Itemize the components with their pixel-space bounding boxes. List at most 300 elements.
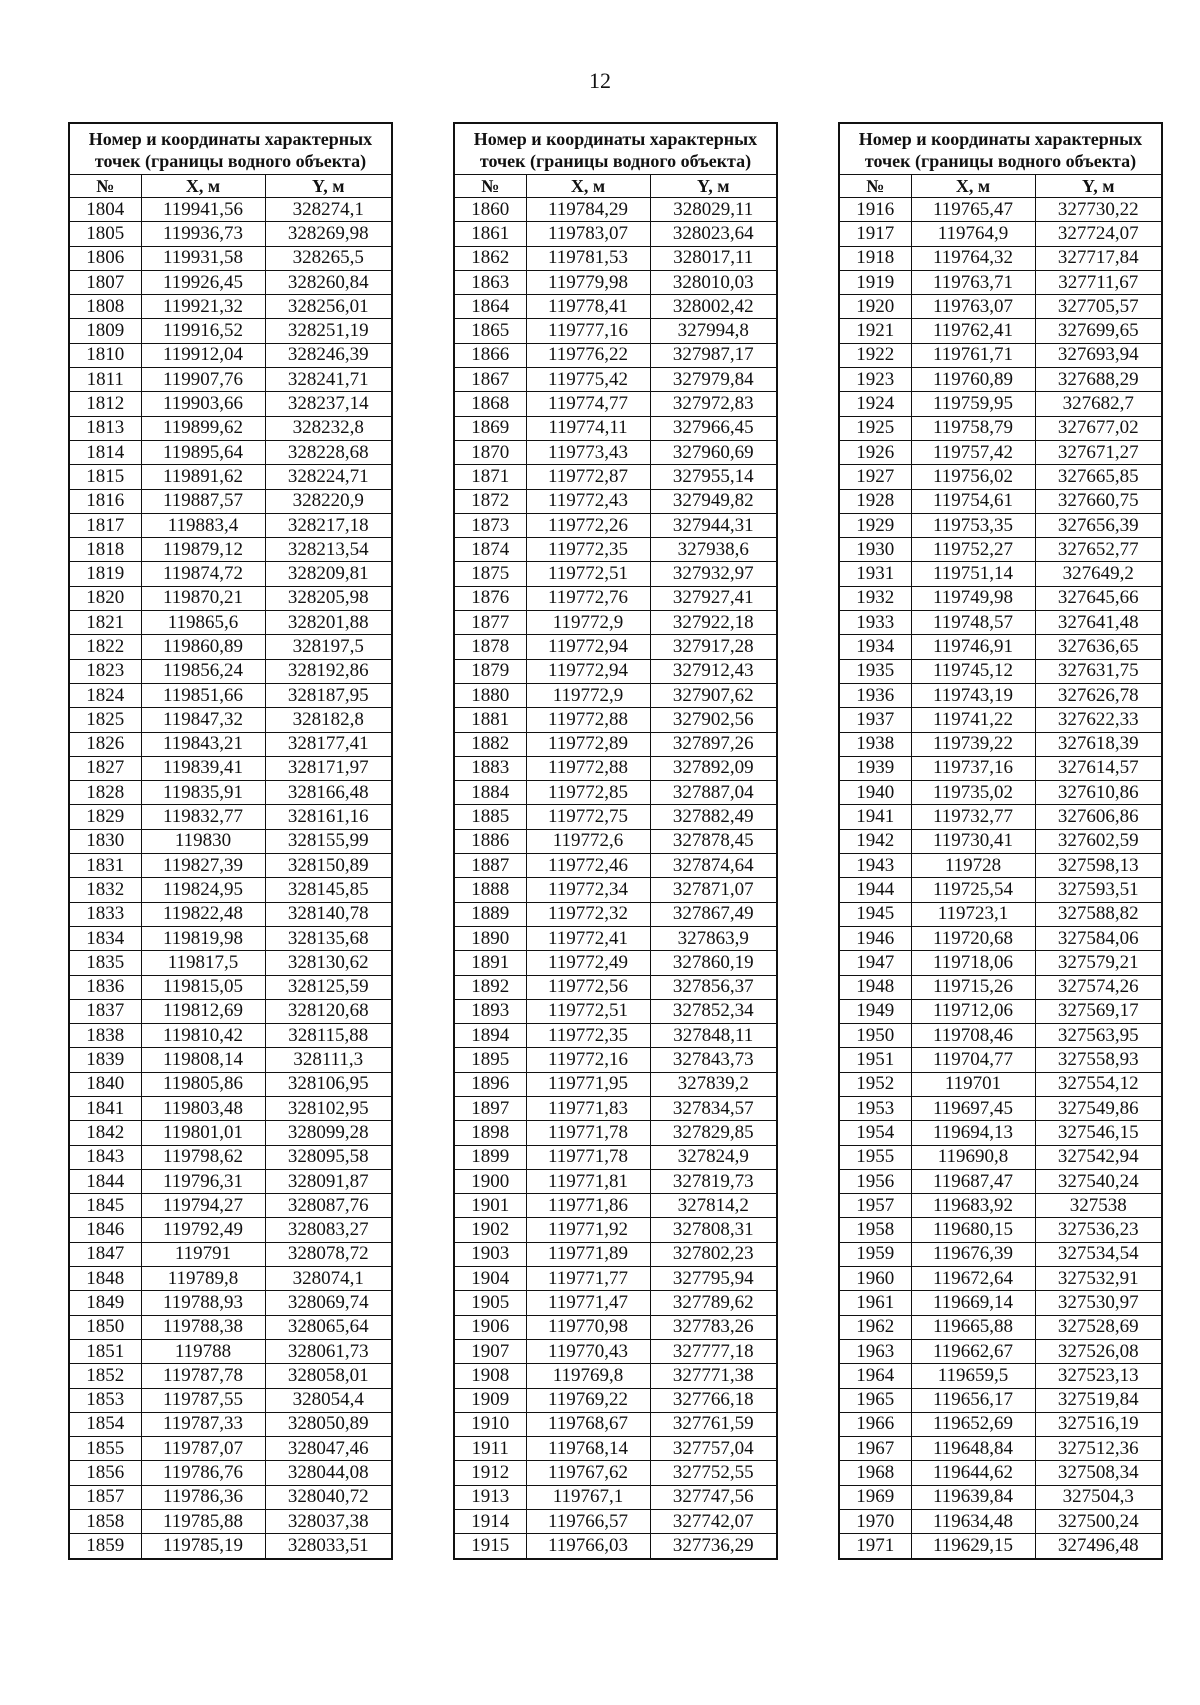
point-number-cell: 1961 <box>839 1291 911 1315</box>
table-row <box>69 1364 392 1388</box>
y-coordinate-cell: 327530,97 <box>1035 1291 1162 1315</box>
x-coordinate-cell: 119887,57 <box>141 489 265 513</box>
table-row <box>454 586 777 610</box>
x-coordinate-cell: 119772,34 <box>526 878 650 902</box>
table-row <box>454 878 777 902</box>
table-row <box>454 1364 777 1388</box>
point-number-cell: 1868 <box>454 392 526 416</box>
table-row <box>69 611 392 635</box>
x-coordinate-cell: 119769,8 <box>526 1364 650 1388</box>
point-number-cell: 1937 <box>839 708 911 732</box>
x-coordinate-cell: 119772,35 <box>526 1024 650 1048</box>
y-coordinate-cell: 328228,68 <box>265 440 392 464</box>
table-row <box>69 465 392 489</box>
table-row <box>839 1072 1162 1096</box>
y-coordinate-cell: 327622,33 <box>1035 708 1162 732</box>
x-coordinate-cell: 119907,76 <box>141 368 265 392</box>
x-coordinate-cell: 119786,76 <box>141 1461 265 1485</box>
y-coordinate-cell: 327693,94 <box>1035 343 1162 367</box>
x-coordinate-cell: 119701 <box>911 1072 1035 1096</box>
point-number-cell: 1896 <box>454 1072 526 1096</box>
x-coordinate-cell: 119883,4 <box>141 513 265 537</box>
y-coordinate-cell: 327542,94 <box>1035 1145 1162 1169</box>
point-number-cell: 1942 <box>839 829 911 853</box>
point-number-cell: 1915 <box>454 1534 526 1559</box>
y-coordinate-cell: 328182,8 <box>265 708 392 732</box>
x-coordinate-cell: 119772,46 <box>526 854 650 878</box>
point-number-cell: 1821 <box>69 611 141 635</box>
x-coordinate-cell: 119788 <box>141 1339 265 1363</box>
y-coordinate-cell: 327944,31 <box>650 513 777 537</box>
y-coordinate-cell: 327536,23 <box>1035 1218 1162 1242</box>
table-row <box>454 829 777 853</box>
point-number-cell: 1894 <box>454 1024 526 1048</box>
x-coordinate-cell: 119761,71 <box>911 343 1035 367</box>
table-row <box>69 781 392 805</box>
point-number-cell: 1903 <box>454 1242 526 1266</box>
x-coordinate-cell: 119771,78 <box>526 1145 650 1169</box>
table-row <box>454 1048 777 1072</box>
table-row <box>69 343 392 367</box>
point-number-cell: 1872 <box>454 489 526 513</box>
y-coordinate-cell: 327504,3 <box>1035 1485 1162 1509</box>
table-row <box>69 756 392 780</box>
table-body <box>69 198 392 1559</box>
y-coordinate-cell: 328058,01 <box>265 1364 392 1388</box>
x-coordinate-cell: 119891,62 <box>141 465 265 489</box>
x-coordinate-cell: 119931,58 <box>141 246 265 270</box>
y-coordinate-cell: 327742,07 <box>650 1510 777 1534</box>
x-coordinate-cell: 119648,84 <box>911 1437 1035 1461</box>
table-row <box>454 1510 777 1534</box>
x-coordinate-cell: 119772,56 <box>526 975 650 999</box>
table-row <box>454 368 777 392</box>
point-number-cell: 1918 <box>839 246 911 270</box>
point-number-cell: 1867 <box>454 368 526 392</box>
table-row <box>839 635 1162 659</box>
point-number-cell: 1846 <box>69 1218 141 1242</box>
coordinates-table-3 <box>838 122 1163 1560</box>
y-coordinate-cell: 328102,95 <box>265 1096 392 1120</box>
point-number-cell: 1859 <box>69 1534 141 1559</box>
x-coordinate-cell: 119771,83 <box>526 1096 650 1120</box>
table-row <box>839 708 1162 732</box>
y-coordinate-cell: 328150,89 <box>265 854 392 878</box>
x-coordinate-cell: 119704,77 <box>911 1048 1035 1072</box>
point-number-cell: 1823 <box>69 659 141 683</box>
point-number-cell: 1962 <box>839 1315 911 1339</box>
table-row <box>69 562 392 586</box>
x-coordinate-cell: 119694,13 <box>911 1121 1035 1145</box>
x-coordinate-cell: 119762,41 <box>911 319 1035 343</box>
y-coordinate-cell: 327682,7 <box>1035 392 1162 416</box>
point-number-cell: 1814 <box>69 440 141 464</box>
column-header-number: № <box>454 175 526 198</box>
point-number-cell: 1899 <box>454 1145 526 1169</box>
y-coordinate-cell: 327730,22 <box>1035 198 1162 222</box>
point-number-cell: 1964 <box>839 1364 911 1388</box>
y-coordinate-cell: 327834,57 <box>650 1096 777 1120</box>
y-coordinate-cell: 328274,1 <box>265 198 392 222</box>
y-coordinate-cell: 328087,76 <box>265 1194 392 1218</box>
x-coordinate-cell: 119773,43 <box>526 440 650 464</box>
table-row <box>839 854 1162 878</box>
y-coordinate-cell: 327771,38 <box>650 1364 777 1388</box>
point-number-cell: 1834 <box>69 926 141 950</box>
table-row <box>69 1145 392 1169</box>
y-coordinate-cell: 327994,8 <box>650 319 777 343</box>
x-coordinate-cell: 119895,64 <box>141 440 265 464</box>
table-row <box>454 319 777 343</box>
table-row <box>839 392 1162 416</box>
y-coordinate-cell: 328237,14 <box>265 392 392 416</box>
point-number-cell: 1862 <box>454 246 526 270</box>
point-number-cell: 1858 <box>69 1510 141 1534</box>
table-row <box>69 222 392 246</box>
point-number-cell: 1810 <box>69 343 141 367</box>
point-number-cell: 1828 <box>69 781 141 805</box>
x-coordinate-cell: 119772,89 <box>526 732 650 756</box>
x-coordinate-cell: 119781,53 <box>526 246 650 270</box>
x-coordinate-cell: 119745,12 <box>911 659 1035 683</box>
x-coordinate-cell: 119771,92 <box>526 1218 650 1242</box>
table-row <box>839 902 1162 926</box>
x-coordinate-cell: 119656,17 <box>911 1388 1035 1412</box>
y-coordinate-cell: 327863,9 <box>650 926 777 950</box>
table-row <box>839 1291 1162 1315</box>
y-coordinate-cell: 327528,69 <box>1035 1315 1162 1339</box>
point-number-cell: 1901 <box>454 1194 526 1218</box>
table-row <box>454 440 777 464</box>
table-row <box>69 1194 392 1218</box>
table-row <box>454 513 777 537</box>
point-number-cell: 1914 <box>454 1510 526 1534</box>
y-coordinate-cell: 327496,48 <box>1035 1534 1162 1559</box>
x-coordinate-cell: 119746,91 <box>911 635 1035 659</box>
point-number-cell: 1824 <box>69 683 141 707</box>
table-row <box>454 926 777 950</box>
table-row <box>69 489 392 513</box>
point-number-cell: 1815 <box>69 465 141 489</box>
x-coordinate-cell: 119899,62 <box>141 416 265 440</box>
table-row <box>839 246 1162 270</box>
point-number-cell: 1936 <box>839 683 911 707</box>
x-coordinate-cell: 119751,14 <box>911 562 1035 586</box>
point-number-cell: 1849 <box>69 1291 141 1315</box>
x-coordinate-cell: 119771,89 <box>526 1242 650 1266</box>
table-row <box>839 1315 1162 1339</box>
y-coordinate-cell: 328130,62 <box>265 951 392 975</box>
table-row <box>454 1461 777 1485</box>
coordinates-table-1 <box>68 122 393 1560</box>
point-number-cell: 1807 <box>69 270 141 294</box>
x-coordinate-cell: 119767,62 <box>526 1461 650 1485</box>
point-number-cell: 1956 <box>839 1169 911 1193</box>
y-coordinate-cell: 327526,08 <box>1035 1339 1162 1363</box>
point-number-cell: 1968 <box>839 1461 911 1485</box>
y-coordinate-cell: 327987,17 <box>650 343 777 367</box>
x-coordinate-cell: 119792,49 <box>141 1218 265 1242</box>
y-coordinate-cell: 328120,68 <box>265 999 392 1023</box>
table-row <box>69 999 392 1023</box>
x-coordinate-cell: 119743,19 <box>911 683 1035 707</box>
point-number-cell: 1866 <box>454 343 526 367</box>
y-coordinate-cell: 327602,59 <box>1035 829 1162 853</box>
x-coordinate-cell: 119770,98 <box>526 1315 650 1339</box>
point-number-cell: 1874 <box>454 538 526 562</box>
table-row <box>69 440 392 464</box>
table-row <box>839 659 1162 683</box>
point-number-cell: 1966 <box>839 1412 911 1436</box>
table-row <box>839 611 1162 635</box>
table-row <box>69 1121 392 1145</box>
table-row <box>454 1121 777 1145</box>
point-number-cell: 1876 <box>454 586 526 610</box>
table-row <box>839 368 1162 392</box>
y-coordinate-cell: 327677,02 <box>1035 416 1162 440</box>
point-number-cell: 1907 <box>454 1339 526 1363</box>
y-coordinate-cell: 328037,38 <box>265 1510 392 1534</box>
y-coordinate-cell: 327874,64 <box>650 854 777 878</box>
y-coordinate-cell: 328091,87 <box>265 1169 392 1193</box>
point-number-cell: 1889 <box>454 902 526 926</box>
point-number-cell: 1845 <box>69 1194 141 1218</box>
y-coordinate-cell: 327843,73 <box>650 1048 777 1072</box>
point-number-cell: 1861 <box>454 222 526 246</box>
point-number-cell: 1888 <box>454 878 526 902</box>
point-number-cell: 1836 <box>69 975 141 999</box>
y-coordinate-cell: 327966,45 <box>650 416 777 440</box>
y-coordinate-cell: 327724,07 <box>1035 222 1162 246</box>
y-coordinate-cell: 327549,86 <box>1035 1096 1162 1120</box>
point-number-cell: 1944 <box>839 878 911 902</box>
x-coordinate-cell: 119822,48 <box>141 902 265 926</box>
table-row <box>454 659 777 683</box>
table-row <box>69 1072 392 1096</box>
table-row <box>69 1242 392 1266</box>
y-coordinate-cell: 328002,42 <box>650 295 777 319</box>
x-coordinate-cell: 119708,46 <box>911 1024 1035 1048</box>
y-coordinate-cell: 327699,65 <box>1035 319 1162 343</box>
table-row <box>839 562 1162 586</box>
point-number-cell: 1965 <box>839 1388 911 1412</box>
x-coordinate-cell: 119835,91 <box>141 781 265 805</box>
point-number-cell: 1926 <box>839 440 911 464</box>
table-row <box>454 611 777 635</box>
x-coordinate-cell: 119753,35 <box>911 513 1035 537</box>
y-coordinate-cell: 327519,84 <box>1035 1388 1162 1412</box>
table-row <box>454 1072 777 1096</box>
column-header-number: № <box>69 175 141 198</box>
point-number-cell: 1932 <box>839 586 911 610</box>
y-coordinate-cell: 328265,5 <box>265 246 392 270</box>
point-number-cell: 1957 <box>839 1194 911 1218</box>
table-row <box>839 1485 1162 1509</box>
x-coordinate-cell: 119771,81 <box>526 1169 650 1193</box>
point-number-cell: 1871 <box>454 465 526 489</box>
table-row <box>454 222 777 246</box>
x-coordinate-cell: 119787,55 <box>141 1388 265 1412</box>
table-row <box>454 1315 777 1339</box>
x-coordinate-cell: 119941,56 <box>141 198 265 222</box>
y-coordinate-cell: 327882,49 <box>650 805 777 829</box>
page-number: 12 <box>589 68 611 93</box>
point-number-cell: 1863 <box>454 270 526 294</box>
table-row <box>454 1437 777 1461</box>
x-coordinate-cell: 119912,04 <box>141 343 265 367</box>
point-number-cell: 1970 <box>839 1510 911 1534</box>
point-number-cell: 1804 <box>69 198 141 222</box>
x-coordinate-cell: 119770,43 <box>526 1339 650 1363</box>
table-row <box>454 1169 777 1193</box>
table-row <box>69 1510 392 1534</box>
y-coordinate-cell: 328050,89 <box>265 1412 392 1436</box>
y-coordinate-cell: 328065,64 <box>265 1315 392 1339</box>
point-number-cell: 1911 <box>454 1437 526 1461</box>
y-coordinate-cell: 327938,6 <box>650 538 777 562</box>
x-coordinate-cell: 119764,9 <box>911 222 1035 246</box>
table-row <box>839 878 1162 902</box>
point-number-cell: 1844 <box>69 1169 141 1193</box>
x-coordinate-cell: 119856,24 <box>141 659 265 683</box>
point-number-cell: 1881 <box>454 708 526 732</box>
point-number-cell: 1877 <box>454 611 526 635</box>
point-number-cell: 1898 <box>454 1121 526 1145</box>
x-coordinate-cell: 119772,94 <box>526 635 650 659</box>
y-coordinate-cell: 327808,31 <box>650 1218 777 1242</box>
point-number-cell: 1920 <box>839 295 911 319</box>
table-row <box>839 465 1162 489</box>
point-number-cell: 1906 <box>454 1315 526 1339</box>
point-number-cell: 1879 <box>454 659 526 683</box>
x-coordinate-cell: 119860,89 <box>141 635 265 659</box>
point-number-cell: 1890 <box>454 926 526 950</box>
y-coordinate-cell: 327752,55 <box>650 1461 777 1485</box>
x-coordinate-cell: 119772,9 <box>526 683 650 707</box>
x-coordinate-cell: 119775,42 <box>526 368 650 392</box>
point-number-cell: 1971 <box>839 1534 911 1559</box>
x-coordinate-cell: 119784,29 <box>526 198 650 222</box>
y-coordinate-cell: 327917,28 <box>650 635 777 659</box>
y-coordinate-cell: 327757,04 <box>650 1437 777 1461</box>
x-coordinate-cell: 119737,16 <box>911 756 1035 780</box>
y-coordinate-cell: 328044,08 <box>265 1461 392 1485</box>
y-coordinate-cell: 327887,04 <box>650 781 777 805</box>
x-coordinate-cell: 119830 <box>141 829 265 853</box>
y-coordinate-cell: 327932,97 <box>650 562 777 586</box>
x-coordinate-cell: 119903,66 <box>141 392 265 416</box>
table-row <box>69 975 392 999</box>
table-body <box>454 198 777 1559</box>
x-coordinate-cell: 119754,61 <box>911 489 1035 513</box>
y-coordinate-cell: 328047,46 <box>265 1437 392 1461</box>
table-row <box>839 1510 1162 1534</box>
y-coordinate-cell: 328201,88 <box>265 611 392 635</box>
point-number-cell: 1902 <box>454 1218 526 1242</box>
x-coordinate-cell: 119768,14 <box>526 1437 650 1461</box>
table-row <box>839 756 1162 780</box>
x-coordinate-cell: 119766,03 <box>526 1534 650 1559</box>
x-coordinate-cell: 119803,48 <box>141 1096 265 1120</box>
x-coordinate-cell: 119752,27 <box>911 538 1035 562</box>
y-coordinate-cell: 328187,95 <box>265 683 392 707</box>
x-coordinate-cell: 119778,41 <box>526 295 650 319</box>
y-coordinate-cell: 327972,83 <box>650 392 777 416</box>
point-number-cell: 1963 <box>839 1339 911 1363</box>
y-coordinate-cell: 328161,16 <box>265 805 392 829</box>
x-coordinate-cell: 119659,5 <box>911 1364 1035 1388</box>
column-header-y: Y, м <box>265 175 392 198</box>
point-number-cell: 1947 <box>839 951 911 975</box>
y-coordinate-cell: 327516,19 <box>1035 1412 1162 1436</box>
y-coordinate-cell: 328017,11 <box>650 246 777 270</box>
y-coordinate-cell: 328069,74 <box>265 1291 392 1315</box>
point-number-cell: 1813 <box>69 416 141 440</box>
y-coordinate-cell: 327636,65 <box>1035 635 1162 659</box>
x-coordinate-cell: 119772,94 <box>526 659 650 683</box>
y-coordinate-cell: 327512,36 <box>1035 1437 1162 1461</box>
y-coordinate-cell: 328061,73 <box>265 1339 392 1363</box>
y-coordinate-cell: 328023,64 <box>650 222 777 246</box>
x-coordinate-cell: 119757,42 <box>911 440 1035 464</box>
point-number-cell: 1839 <box>69 1048 141 1072</box>
table-row <box>69 1048 392 1072</box>
point-number-cell: 1951 <box>839 1048 911 1072</box>
y-coordinate-cell: 327852,34 <box>650 999 777 1023</box>
table-row <box>839 829 1162 853</box>
x-coordinate-cell: 119774,11 <box>526 416 650 440</box>
x-coordinate-cell: 119758,79 <box>911 416 1035 440</box>
point-number-cell: 1934 <box>839 635 911 659</box>
table-row <box>839 1145 1162 1169</box>
point-number-cell: 1939 <box>839 756 911 780</box>
x-coordinate-cell: 119739,22 <box>911 732 1035 756</box>
y-coordinate-cell: 327540,24 <box>1035 1169 1162 1193</box>
point-number-cell: 1910 <box>454 1412 526 1436</box>
y-coordinate-cell: 327554,12 <box>1035 1072 1162 1096</box>
table-row <box>839 1218 1162 1242</box>
x-coordinate-cell: 119672,64 <box>911 1267 1035 1291</box>
x-coordinate-cell: 119771,78 <box>526 1121 650 1145</box>
point-number-cell: 1917 <box>839 222 911 246</box>
table-row <box>454 1291 777 1315</box>
table-row <box>69 1267 392 1291</box>
point-number-cell: 1832 <box>69 878 141 902</box>
x-coordinate-cell: 119815,05 <box>141 975 265 999</box>
x-coordinate-cell: 119771,47 <box>526 1291 650 1315</box>
table-row <box>454 1145 777 1169</box>
x-coordinate-cell: 119936,73 <box>141 222 265 246</box>
table-row <box>454 854 777 878</box>
table-caption: Номер и координаты характерных точек (границы водного объекта) <box>454 123 777 175</box>
table-row <box>454 805 777 829</box>
table-row <box>839 926 1162 950</box>
table-row <box>839 198 1162 222</box>
table-row <box>839 1267 1162 1291</box>
table-row <box>839 295 1162 319</box>
y-coordinate-cell: 328241,71 <box>265 368 392 392</box>
table-row <box>839 1412 1162 1436</box>
y-coordinate-cell: 327860,19 <box>650 951 777 975</box>
x-coordinate-cell: 119772,88 <box>526 708 650 732</box>
x-coordinate-cell: 119779,98 <box>526 270 650 294</box>
point-number-cell: 1842 <box>69 1121 141 1145</box>
x-coordinate-cell: 119874,72 <box>141 562 265 586</box>
point-number-cell: 1916 <box>839 198 911 222</box>
x-coordinate-cell: 119772,6 <box>526 829 650 853</box>
point-number-cell: 1865 <box>454 319 526 343</box>
point-number-cell: 1840 <box>69 1072 141 1096</box>
